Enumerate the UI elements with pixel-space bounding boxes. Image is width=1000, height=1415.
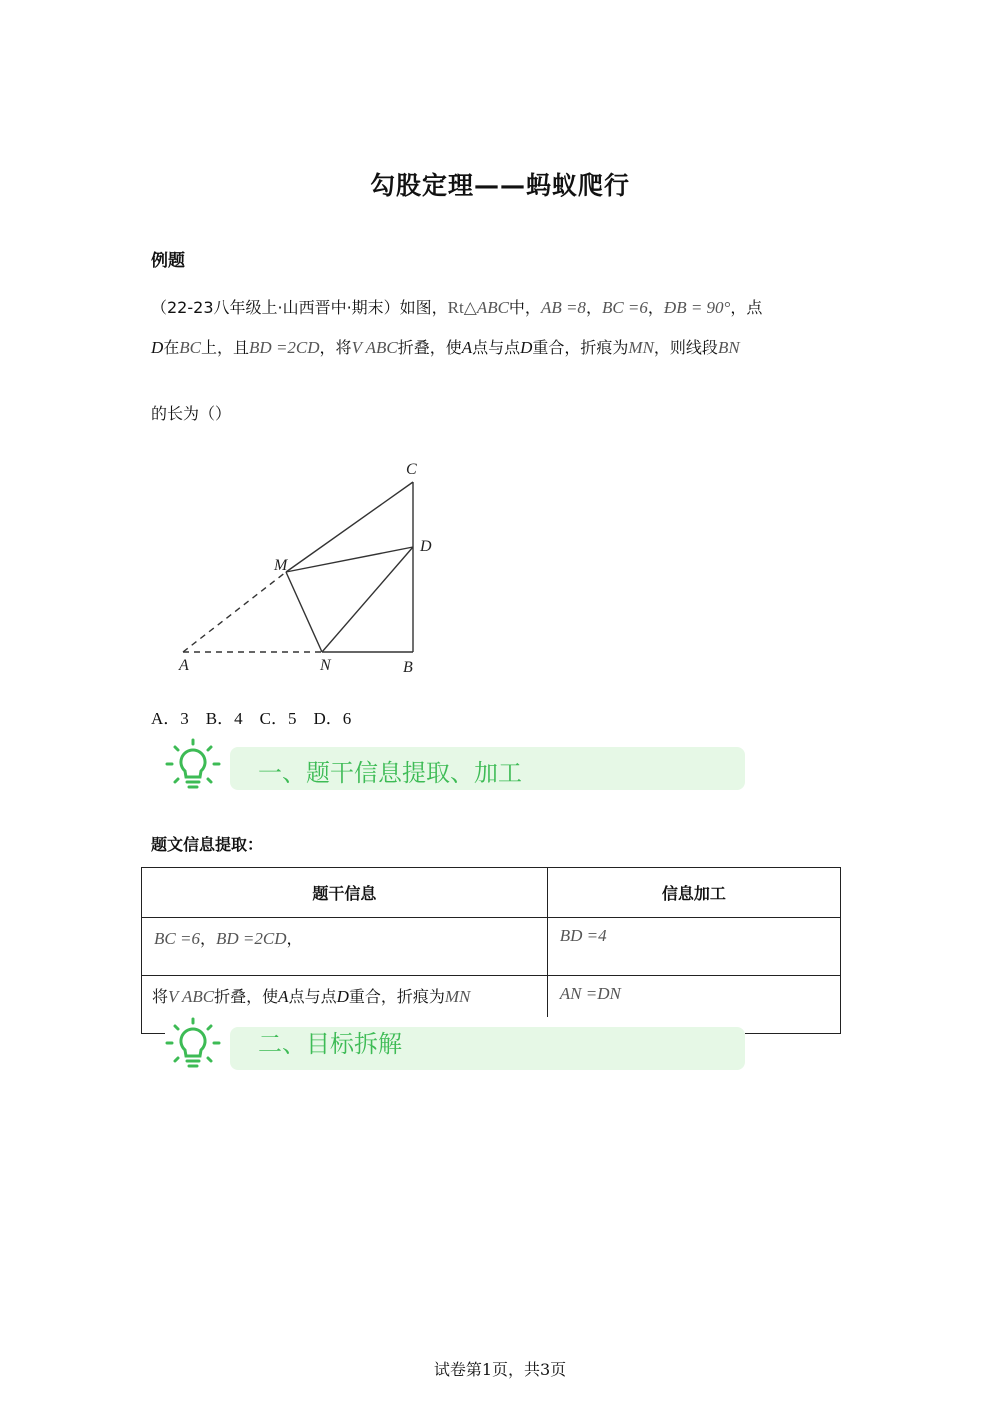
text-dian: ，点 [730, 298, 763, 317]
label-b: B [403, 659, 413, 676]
table-cell [547, 918, 840, 976]
point-d: D [336, 987, 349, 1006]
geometry-figure [170, 455, 450, 680]
comma: ， [647, 298, 664, 317]
text-dian-yu-dian: 点与点 [472, 338, 521, 357]
problem-line-2 [151, 338, 740, 358]
text-zhong: 中， [508, 298, 541, 317]
problem-source: （22-23八年级上·山西晋中·期末）如图， [151, 298, 448, 317]
lightbulb-icon [165, 738, 221, 794]
fold-line-mn: MN [444, 987, 471, 1006]
text-chonghe: 重合，折痕为 [348, 987, 445, 1006]
label-m: M [274, 557, 288, 574]
segment-mn [286, 572, 322, 652]
bd-result: BD =4 [559, 926, 607, 945]
segment-bc: BC [179, 338, 202, 357]
answer-options: A．3 B．4 C．5 D．6 [151, 709, 352, 728]
segment-cm [286, 482, 413, 572]
fold-line-mn: MN [628, 338, 654, 357]
page-title: 勾股定理——蚂蚁爬行 [369, 171, 630, 200]
point-d: D [520, 338, 533, 357]
header-cell-left: 题干信息 [142, 868, 548, 918]
point-a: A [278, 987, 289, 1006]
bd-equation: BD =2CD [249, 338, 320, 357]
text-zai: 在 [163, 338, 180, 357]
text-jiang: ，将 [319, 338, 352, 357]
problem-line-1 [151, 298, 762, 318]
point-d: D [151, 338, 164, 357]
label-d: D [420, 538, 432, 555]
text-shang-qie: 上，且 [201, 338, 250, 357]
text-zexianduan: ，则线段 [653, 338, 718, 357]
bc-equation: BC =6 [601, 298, 648, 317]
dashed-segment-am [183, 572, 286, 652]
comma: ， [585, 298, 602, 317]
section-banner-1 [230, 747, 745, 790]
text-fold: 折叠，使 [214, 987, 279, 1006]
page-footer: 试卷第1页，共3页 [433, 1360, 567, 1379]
segment-bn: BN [717, 338, 740, 357]
rt-triangle-symbol: Rt△ [447, 298, 477, 317]
an-dn-result: AN =DN [559, 984, 621, 1003]
table-row [142, 918, 841, 976]
problem-line-3: 的长为（） [151, 404, 232, 423]
label-n: N [320, 657, 331, 674]
angle-b-equation: ÐB = 90° [663, 298, 731, 317]
bd-equation: BD =2CD [215, 929, 287, 948]
ab-equation: AB =8 [540, 298, 586, 317]
banner-1-text: 一、题干信息提取、加工 [258, 759, 522, 787]
label-c: C [406, 461, 417, 478]
info-heading: 题文信息提取： [151, 835, 264, 854]
triangle-v-abc: V ABC [351, 338, 398, 357]
example-heading: 例题 [151, 251, 185, 271]
comma: ， [286, 929, 303, 948]
text-dian-yu-dian: 点与点 [288, 987, 337, 1006]
table-cell [142, 918, 548, 976]
comma: ， [199, 929, 216, 948]
banner-2-text: 二、目标拆解 [258, 1030, 402, 1058]
lightbulb-icon [165, 1017, 221, 1073]
triangle-v-abc: V ABC [168, 987, 215, 1006]
text-fold: 折叠，使 [397, 338, 462, 357]
text-chonghe: 重合，折痕为 [532, 338, 629, 357]
header-cell-right: 信息加工 [547, 868, 840, 918]
label-a: A [179, 657, 189, 674]
section-banner-2 [230, 1027, 745, 1070]
text-jiang: 将 [152, 987, 169, 1006]
triangle-abc: ABC [476, 298, 509, 317]
info-table [141, 867, 841, 1034]
point-a: A [461, 338, 473, 357]
bc-equation: BC =6 [154, 929, 200, 948]
table-header-row [142, 868, 841, 918]
